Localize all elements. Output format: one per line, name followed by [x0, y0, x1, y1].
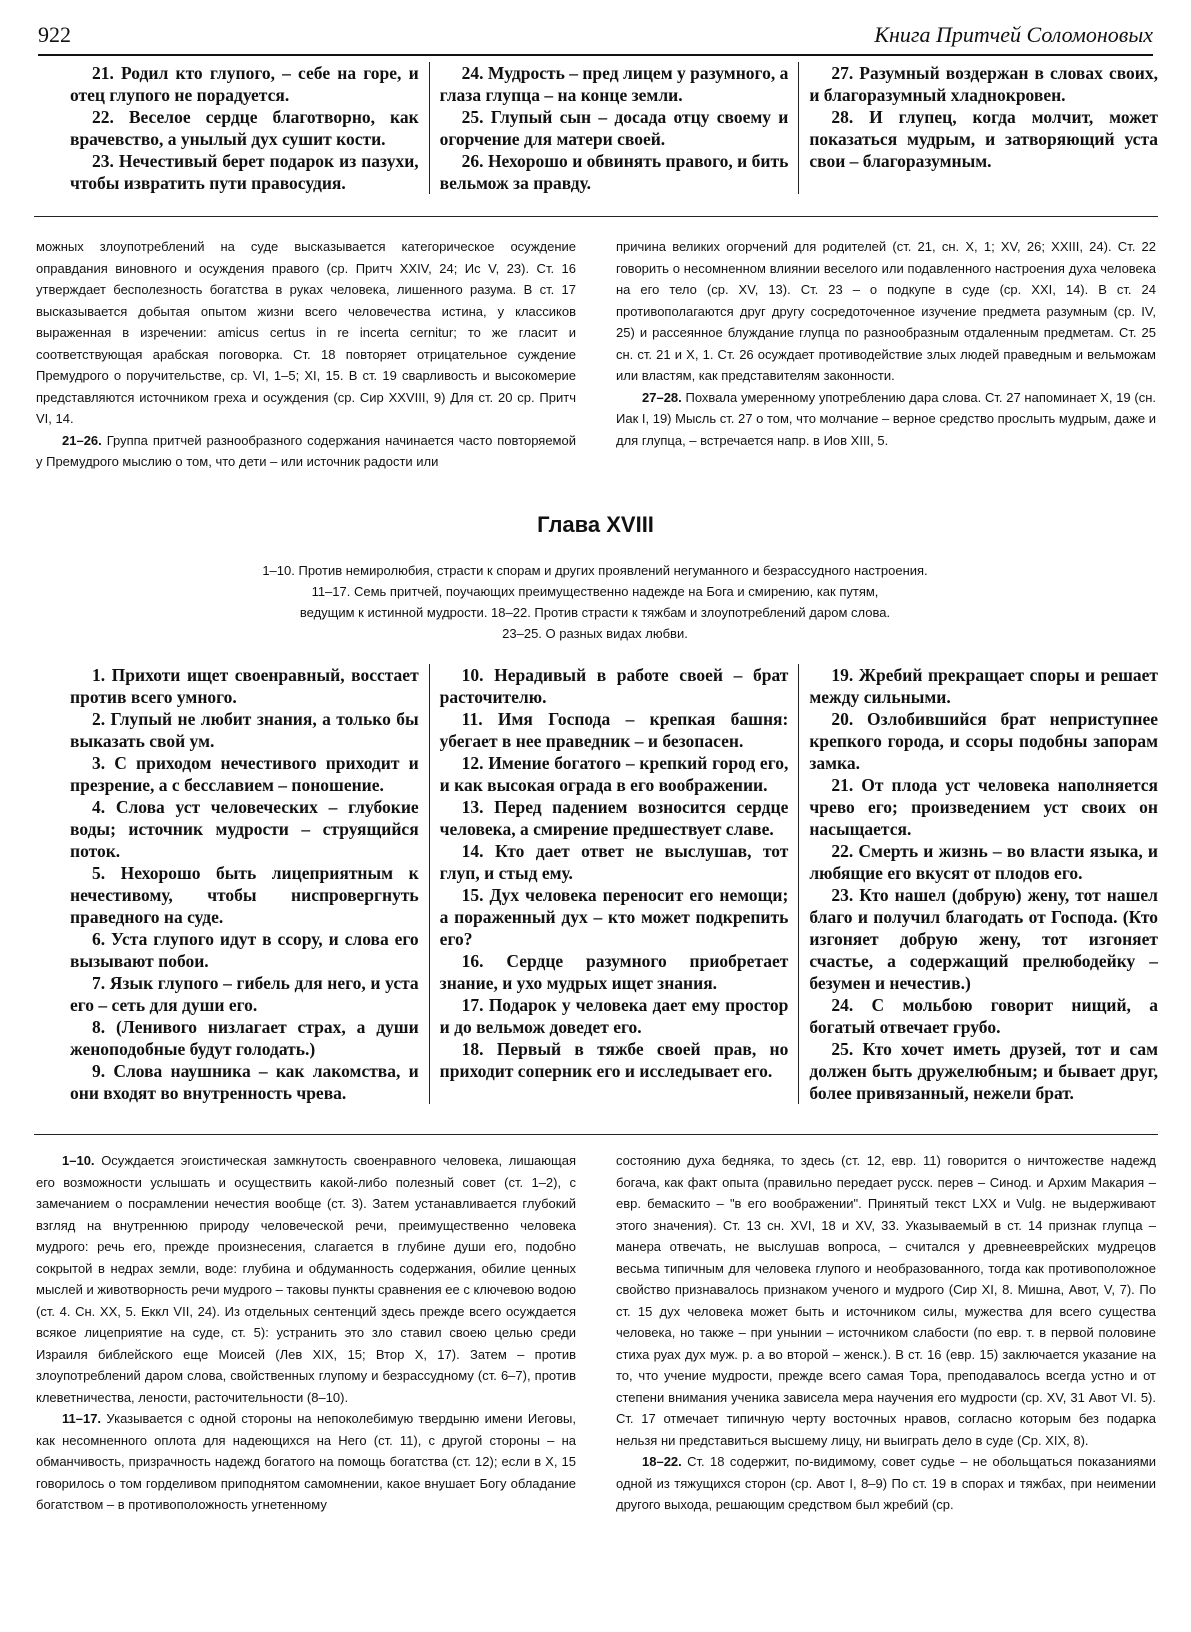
verse-range: 18–22. [642, 1454, 682, 1469]
verse: 25. Кто хочет иметь друзей, тот и сам должен быть дружелюбным; и бывает друг, более привязанный, нежели брат. [809, 1039, 1159, 1103]
verse: 6. Уста глупого идут в ссору, и слова его вызывают побои. [70, 929, 419, 971]
verse-range: 1–10. [62, 1153, 95, 1168]
verse-range: 27–28. [642, 389, 682, 405]
verse: 1. Прихоти ищет своенравный, восстает против всего умного. [70, 665, 419, 707]
running-title: Книга Притчей Соломоновых [874, 22, 1153, 47]
verse: 24. С мольбою говорит нищий, а богатый отвечает грубо. [809, 995, 1159, 1037]
summary-line: 1–10. Против немиролюбия, страсти к спорам и других проявлений негуманного и безрассудного настроения. [262, 563, 928, 578]
chapter-verses [60, 664, 1168, 1104]
verse: 11. Имя Господа – крепкая башня: убегает в нее праведник – и безопасен. [439, 709, 789, 751]
verse: 27. Разумный воздержан в словах своих, и благоразумный хладнокровен. [809, 63, 1159, 105]
top-verses-col-2 [429, 62, 799, 194]
verse: 26. Нехорошо и обвинять правого, и бить вельмож за правду. [439, 151, 789, 193]
page-number: 922 [38, 22, 71, 47]
verse: 22. Веселое сердце благотворно, как врачевство, а унылый дух сушит кости. [70, 107, 419, 149]
commentary-text: Осуждается эгоистическая замкнутость своенравного человека, лишающая его возможности услышать и осуществить какой-либо полезный совет (ст. 1–2), с замечанием о посрамлении нечестия вообще (ст. 3). Затем устанавливается глубокий взгляд на внутреннюю природу человеческой речи, преимущественно человека мудрого: речь его, прежде произнесения, слагается в глубине души его, подобно сокрытой в недрах земли, воде: глубина и обдуманность содержания, обилие ценных мыслей и животворность речи мудрого – таковы пункты сравнения ее с ключевою водою (ст. 4. Сн. XX, 5. Еккл VII, 24). Из отдельных сентенций здесь прежде всего осуждается всякое лицеприятие на суде, ст. 5): устранить это зло ставил своею целью среди Израиля библейского еще Моисей (Лев XIX, 15; Втор X, 17). Затем – против злоупотреблений даром слова, свойственных глупому и безрассудному (ст. 6–7), против клеветничества, лености, расточительности (8–10). [36, 1153, 576, 1405]
commentary-text: состоянию духа бедняка, то здесь (ст. 12, евр. 11) говорится о ничтожестве надежд богача, как факт опыта (правильно передает русск. перев – Синод. и Архим Макария – евр. бемаскито – "в его воображении". Принятый текст LXX и Vulg. не выдерживают этого значения). Ст. 13 сн. XVI, 18 и XV, 33. Указываемый в ст. 14 признак глупца – манера отвечать, не выслушав вопроса, – считался у древнееврейских мудрецов весьма типичным для человека глупого и необразованного, тогда как противоположное свойство признавалось признаком ученого и мудрого (Сир XI, 8. Мишна, Авот, V, 7). По ст. 15 дух человека может быть и источником силы, мужества для всего существа человека, но также – при унынии – источником слабости (по евр. т. в первой половине стиха руах дух муж. р. а во второй – женск.). В ст. 16 (евр. 15) заключается указание на то, что учение мудрости, прежде всего самая Тора, преподавалось всегда устно и от степени внимания ученика зависела мера научения его мудрости (ср. XV, 31 Авот VI. 5). Ст. 17 отмечает типичную черту восточных нравов, согласно которым без подарка нельзя ни представиться высшему лицу, ни выиграть дело в суде (Ср. XIX, 8). [616, 1153, 1156, 1448]
verse: 21. Родил кто глупого, – себе на горе, и отец глупого не порадуется. [70, 63, 419, 105]
top-verses-col-1 [60, 62, 429, 194]
verse: 16. Сердце разумного приобретает знание, и ухо мудрых ищет знания. [439, 951, 789, 993]
chapter-summary [180, 560, 1010, 644]
bottom-commentary-right [616, 1150, 1156, 1516]
verse: 17. Подарок у человека дает ему простор и до вельмож доведет его. [439, 995, 789, 1037]
commentary-paragraph [616, 1150, 1156, 1451]
top-commentary-right [616, 236, 1156, 473]
commentary-paragraph [616, 387, 1156, 452]
verse: 19. Жребий прекращает споры и решает между сильными. [809, 665, 1159, 707]
verse: 25. Глупый сын – досада отцу своему и огорчение для матери своей. [439, 107, 789, 149]
commentary-paragraph [36, 236, 576, 430]
verse: 5. Нехорошо быть лицеприятным к нечестивому, чтобы ниспровергнуть праведного на суде. [70, 863, 419, 927]
verse: 24. Мудрость – пред лицем у разумного, а глаза глупца – на конце земли. [439, 63, 789, 105]
verse: 10. Нерадивый в работе своей – брат расточителю. [439, 665, 789, 707]
commentary-paragraph [616, 1451, 1156, 1516]
commentary-paragraph [616, 236, 1156, 387]
verse-range: 11–17. [62, 1411, 102, 1426]
summary-line: 23–25. О разных видах любви. [502, 626, 688, 641]
commentary-text: причина великих огорчений для родителей (ст. 21, сн. X, 1; XV, 26; XXIII, 24). Ст. 22 говорить о несомненном влиянии веселого или подавленного настроения духа человека на его тело (ср. XV, 13). Ст. 23 – о подкупе в суде (ср. XXI, 14). В ст. 24 противополагаются друг другу сосредоточенное изучение предмета разумным (ср. IV, 25) и рассеянное блуждание глупца по разнообразным отдаленным предметам. Ст. 25 сн. ст. 21 и X, 1. Ст. 26 осуждает противодействие злых людей праведным и вельможам или властям, как представителям законности. [616, 239, 1156, 383]
summary-line: ведущим к истинной мудрости. 18–22. Против страсти к тяжбам и злоупотреблений даром слова. [299, 605, 891, 620]
commentary-text: Группа притчей разнообразного содержания начинается часто повторяемой у Премудрого мыслию о том, что дети – или источник радости или [36, 432, 576, 469]
verse: 18. Первый в тяжбе своей прав, но приходит соперник его и исследывает его. [439, 1039, 789, 1081]
verse: 28. И глупец, когда молчит, может показаться мудрым, и затворяющий уста свои – благоразумным. [809, 107, 1159, 171]
verse: 14. Кто дает ответ не выслушав, тот глуп, и стыд ему. [439, 841, 789, 883]
summary-line: 11–17. Семь притчей, поучающих преимущественно надежде на Бога и смирению, как путям, [311, 584, 879, 599]
verse: 12. Имение богатого – крепкий город его, и как высокая ограда в его воображении. [439, 753, 789, 795]
verse: 9. Слова наушника – как лакомства, и они входят во внутренность чрева. [70, 1061, 419, 1103]
verse: 20. Озлобившийся брат неприступнее крепкого города, и ссоры подобны запорам замка. [809, 709, 1159, 773]
verse: 13. Перед падением возносится сердце человека, а смирение предшествует славе. [439, 797, 789, 839]
verse: 23. Кто нашел (добрую) жену, тот нашел благо и получил благодать от Господа. (Кто изгоняет добрую жену, тот изгоняет счастье, а содержащий прелюбодейку – безумен и нечестив.) [809, 885, 1159, 993]
top-verses-col-3 [798, 62, 1168, 194]
chapter-verses-col-3 [798, 664, 1168, 1104]
verse: 21. От плода уст человека наполняется чрево его; произведением уст своих он насыщается. [809, 775, 1159, 839]
divider [34, 1134, 1158, 1135]
verse: 7. Язык глупого – гибель для него, и уста его – сеть для души его. [70, 973, 419, 1015]
divider [34, 216, 1158, 217]
verse-range: 21–26. [62, 432, 102, 448]
verse: 15. Дух человека переносит его немощи; а пораженный дух – кто может подкрепить его? [439, 885, 789, 949]
page-header [38, 18, 1153, 56]
commentary-text: Ст. 18 содержит, по-видимому, совет судье – не обольщаться показаниями одной из тяжущихся сторон (ср. Авот I, 8–9) По ст. 19 в спорах и тяжбах, при неимении другого выхода, решающим средством был жребий (ср. [616, 1454, 1156, 1512]
top-commentary-left [36, 236, 576, 473]
bottom-commentary [36, 1150, 1156, 1516]
chapter-verses-col-1 [60, 664, 429, 1104]
top-commentary [36, 236, 1156, 473]
commentary-text: Похвала умеренному употреблению дара слова. Ст. 27 напоминает X, 19 (сн. Иак I, 19) Мысль ст. 27 о том, что молчание – верное средство прослыть мудрым, даже и для глупца, – встречается напр. в Иов XIII, 5. [616, 389, 1156, 448]
top-verses [60, 62, 1168, 194]
verse: 2. Глупый не любит знания, а только бы выказать свой ум. [70, 709, 419, 751]
commentary-text: Указывается с одной стороны на непоколебимую твердыню имени Иеговы, как несомненного оплота для надеющихся на Него (ст. 11), с другой стороны – на обманчивость, призрачность надежд богатого на помощь богатства (ст. 12); если в X, 15 говорилось о том горделивом приподнятом самомнении, какое внушает Богу обладание богатством – в противоположность угнетенному [36, 1411, 576, 1512]
verse: 8. (Ленивого низлагает страх, а души женоподобные будут голодать.) [70, 1017, 419, 1059]
commentary-text: можных злоупотреблений на суде высказывается категорическое осуждение оправдания виновного и осуждения правого (ср. Притч XXIV, 24; Ис V, 23). Ст. 16 утверждает бесполезность богатства в руках человека, лишенного разума. В ст. 17 высказывается добытая опытом жизни всего человечества истина, у классиков выраженная в изречении: amicus certus in re incerta cernitur; то же гласит и соответствующая арабская поговорка. Ст. 18 повторяет отрицательное суждение Премудрого о поручительстве, ср. VI, 1–5; XI, 15. В ст. 19 сварливость и высокомерие представляются источником греха и осуждения (ср. Сир XXVIII, 9) Для ст. 20 ср. Притч VI, 14. [36, 239, 576, 426]
chapter-verses-col-2 [429, 664, 799, 1104]
commentary-paragraph [36, 430, 576, 473]
commentary-paragraph [36, 1408, 576, 1516]
commentary-paragraph [36, 1150, 576, 1408]
verse: 23. Нечестивый берет подарок из пазухи, чтобы извратить пути правосудия. [70, 151, 419, 193]
chapter-title: Глава XVIII [537, 512, 654, 537]
verse: 4. Слова уст человеческих – глубокие воды; источник мудрости – струящийся поток. [70, 797, 419, 861]
verse: 22. Смерть и жизнь – во власти языка, и любящие его вкусят от плодов его. [809, 841, 1159, 883]
verse: 3. С приходом нечестивого приходит и презрение, а с бесславием – поношение. [70, 753, 419, 795]
bottom-commentary-left [36, 1150, 576, 1516]
